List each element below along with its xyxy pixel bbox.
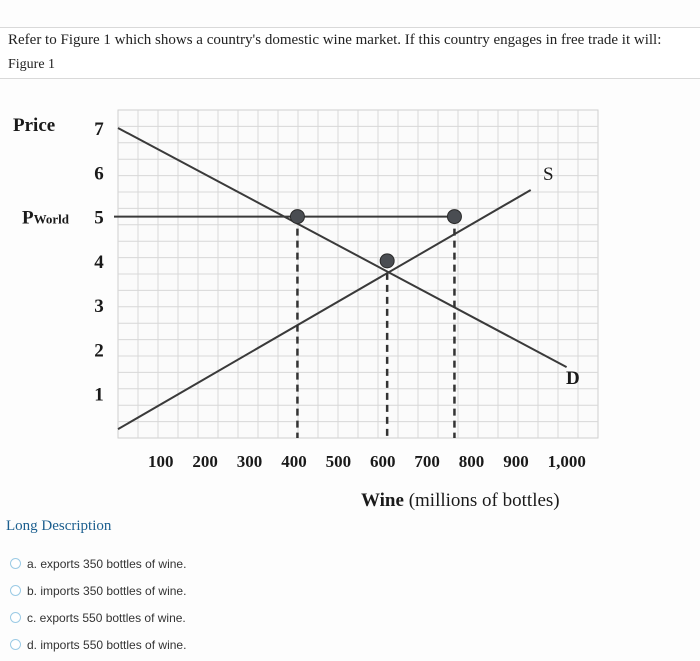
x-axis-title: Wine (millions of bottles): [361, 490, 560, 511]
y-axis-title: Price: [13, 115, 56, 136]
radio-icon[interactable]: [10, 639, 21, 650]
x-tick-label: 500: [325, 452, 352, 471]
y-tick-label: 5: [94, 207, 104, 229]
question-panel: [0, 27, 700, 79]
option-label: a. exports 350 bottles of wine.: [27, 556, 187, 571]
x-tick-label: 200: [192, 452, 218, 471]
figure-label: Figure 1: [8, 57, 56, 72]
option-a[interactable]: [10, 550, 186, 577]
radio-icon[interactable]: [10, 612, 21, 623]
world-price-label: PWorld: [22, 207, 70, 229]
intersection-point: [380, 254, 394, 268]
x-tick-label: 400: [281, 452, 307, 471]
y-tick-label: 6: [94, 163, 104, 185]
y-tick-label: 7: [94, 119, 104, 140]
radio-icon[interactable]: [10, 585, 21, 596]
x-tick-label: 700: [414, 452, 440, 471]
x-tick-label: 100: [148, 452, 174, 471]
radio-icon[interactable]: [10, 558, 21, 569]
intersection-point: [290, 210, 304, 224]
intersection-point: [447, 210, 461, 224]
supply-label: S: [543, 164, 554, 185]
x-tick-label: 300: [236, 452, 263, 471]
chart-grid: [118, 110, 598, 438]
option-c[interactable]: [10, 604, 186, 631]
y-tick-label: 3: [94, 296, 104, 318]
option-b[interactable]: [10, 577, 186, 604]
answer-options: [10, 550, 186, 658]
chart: [0, 80, 700, 515]
x-tick-label: 600: [370, 452, 396, 471]
demand-label: D: [566, 368, 580, 389]
option-label: d. imports 550 bottles of wine.: [27, 637, 187, 652]
option-label: c. exports 550 bottles of wine.: [27, 610, 186, 625]
y-tick-label: 1: [94, 384, 104, 406]
option-label: b. imports 350 bottles of wine.: [27, 583, 187, 598]
y-tick-label: 2: [94, 340, 104, 362]
x-tick-label: 1,000: [547, 452, 586, 471]
x-tick-label: 800: [458, 452, 485, 471]
y-tick-label: 4: [94, 251, 104, 273]
option-d[interactable]: [10, 631, 186, 658]
x-tick-label: 900: [503, 452, 529, 471]
question-text: Refer to Figure 1 which shows a country's domestic wine market. If this country engages in free trade it will:: [8, 32, 662, 48]
long-description-link[interactable]: Long Description: [6, 518, 112, 534]
